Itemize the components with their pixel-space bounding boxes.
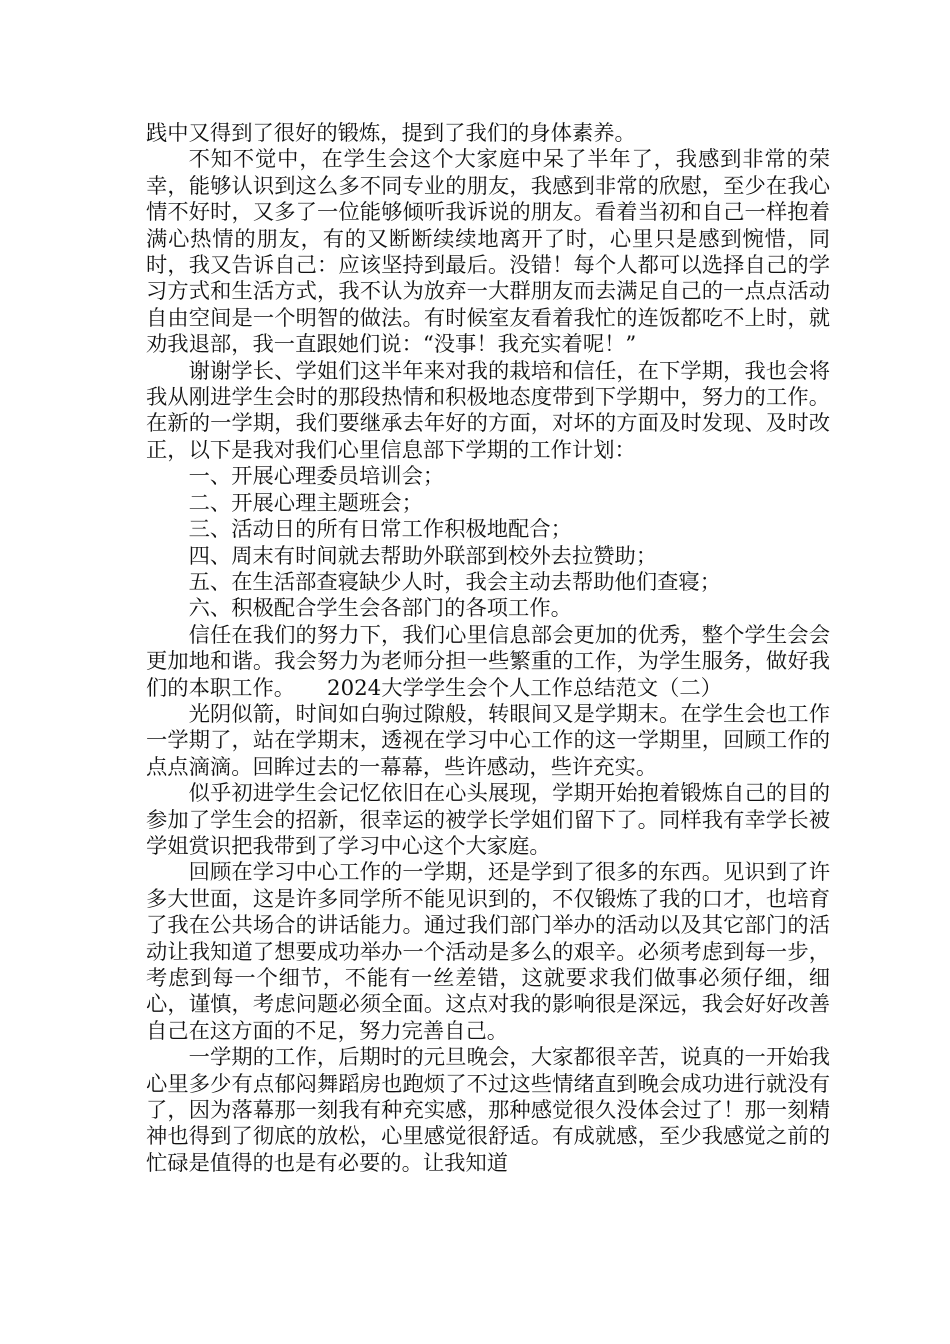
list-item: 五、在生活部查寝缺少人时，我会主动去帮助他们查寝；	[188, 569, 722, 595]
list-item: 一、开展心理委员培训会；	[188, 464, 445, 490]
list-item: 三、活动日的所有日常工作积极地配合；	[188, 517, 572, 543]
list-item: 六、积极配合学生会各部门的各项工作。	[188, 596, 572, 622]
paragraph: 光阴似箭，时间如白驹过隙般，转眼间又是学期末。在学生会也工作一学期了，站在学期末，透视在学习中心工作的这一学期里，回顾工作的点点滴滴。回眸过去的一幕幕，些许感动，些许充实。	[146, 701, 830, 780]
paragraph: 不知不觉中，在学生会这个大家庭中呆了半年了，我感到非常的荣幸，能够认识到这么多不同专业的朋友，我感到非常的欣慰，至少在我心情不好时，又多了一位能够倾听我诉说的朋友。看着当初和自己一样抱着满心热情的朋友，有的又断断续续地离开了时，心里只是感到惋惜，同时，我又告诉自己：应该坚持到最后。没错！每个人都可以选择自己的学习方式和生活方式，我不认为放弃一大群朋友而去满足自己的一点点活动自由空间是一个明智的做法。有时候室友看着我忙的连饭都吃不上时，就劝我退部，我一直跟她们说：“没事！我充实着呢！”	[146, 147, 830, 358]
paragraph: 谢谢学长、学姐们这半年来对我的栽培和信任，在下学期，我也会将我从刚进学生会时的那段热情和积极地态度带到下学期中，努力的工作。在新的一学期，我们要继承去年好的方面，对坏的方面及时发现、及时改正，以下是我对我们心里信息部下学期的工作计划：	[146, 358, 830, 463]
document-page	[146, 121, 830, 1177]
list-item: 二、开展心理主题班会；	[188, 490, 423, 516]
paragraph: 似乎初进学生会记忆依旧在心头展现，学期开始抱着锻炼自己的目的参加了学生会的招新，很幸运的被学长学姐们留下了。同样我有幸学长被学姐赏识把我带到了学习中心这个大家庭。	[146, 781, 830, 859]
list-item: 四、周末有时间就去帮助外联部到校外去拉赞助；	[188, 543, 658, 569]
paragraph: 回顾在学习中心工作的一学期，还是学到了很多的东西。见识到了许多大世面，这是许多同学所不能见识到的，不仅锻炼了我的口才，也培育了我在公共场合的讲话能力。通过我们部门举办的活动以及其它部门的活动让我知道了想要成功举办一个活动是多么的艰辛。必须考虑到每一步，考虑到每一个细节，不能有一丝差错，这就要求我们做事必须仔细，细心，谨慎，考虑问题必须全面。这点对我的影响很是深远，我会好好改善自己在这方面的不足，努力完善自己。	[146, 860, 830, 1044]
paragraph: 信任在我们的努力下，我们心里信息部会更加的优秀，整个学生会会更加地和谐。我会努力为老师分担一些繁重的工作，为学生服务，做好我们的本职工作。 2024大学学生会个人工作总结范文（二）	[146, 622, 830, 701]
paragraph: 一学期的工作，后期时的元旦晚会，大家都很辛苦，说真的一开始我心里多少有点郁闷舞蹈房也跑烦了不过这些情绪直到晚会成功进行就没有了，因为落幕那一刻我有种充实感，那种感觉很久没体会过了！那一刻精神也得到了彻底的放松，心里感觉很舒适。有成就感，至少我感觉之前的忙碌是值得的也是有必要的。让我知道	[146, 1045, 830, 1176]
paragraph: 践中又得到了很好的锻炼，提到了我们的身体素养。	[146, 121, 636, 146]
